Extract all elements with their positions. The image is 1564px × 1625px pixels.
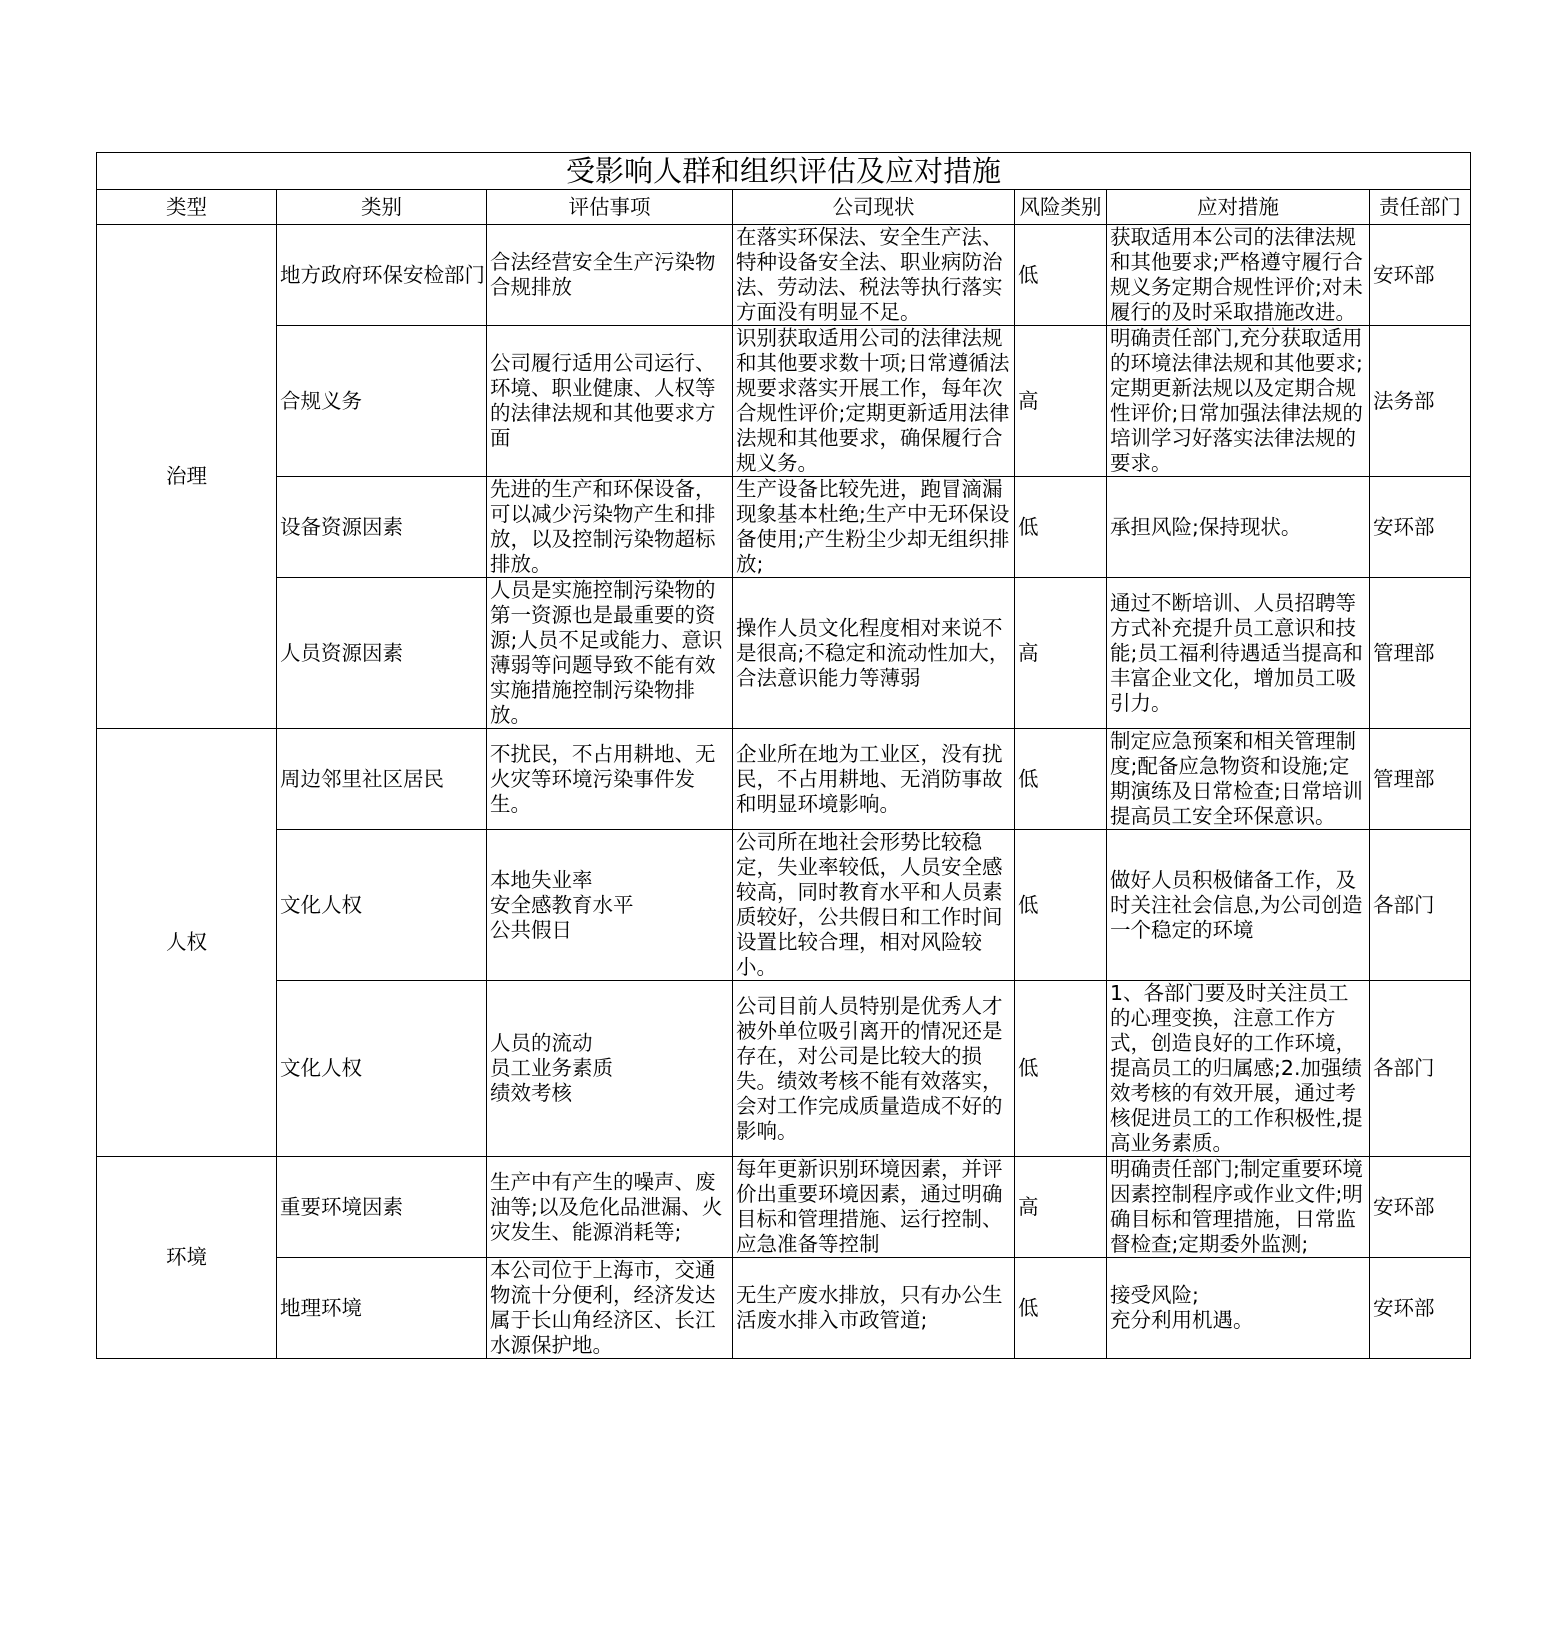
- status-cell: 公司所在地社会形势比较稳定，失业率较低，人员安全感较高，同时教育水平和人员素质较好，公共假日和工作时间设置比较合理，相对风险较小。: [733, 830, 1015, 981]
- measures-cell: 明确责任部门;制定重要环境因素控制程序或作业文件;明确目标和管理措施，日常监督检查;定期委外监测;: [1107, 1157, 1370, 1258]
- category-cell: 设备资源因素: [277, 477, 487, 578]
- table-row: [97, 477, 1471, 578]
- header-status: 公司现状: [733, 190, 1015, 225]
- type-cell: 环境: [97, 1157, 277, 1359]
- measures-cell: 做好人员积极储备工作，及时关注社会信息,为公司创造一个稳定的环境: [1107, 830, 1370, 981]
- assessment-cell: 人员是实施控制污染物的第一资源也是最重要的资源;人员不足或能力、意识薄弱等问题导致不能有效实施措施控制污染物排放。: [487, 578, 733, 729]
- table-title: 受影响人群和组织评估及应对措施: [97, 153, 1471, 190]
- category-cell: 合规义务: [277, 326, 487, 477]
- category-cell: 文化人权: [277, 981, 487, 1157]
- category-cell: 文化人权: [277, 830, 487, 981]
- header-row: [97, 190, 1471, 225]
- dept-cell: 管理部: [1370, 578, 1471, 729]
- status-cell: 企业所在地为工业区，没有扰民，不占用耕地、无消防事故和明显环境影响。: [733, 729, 1015, 830]
- header-type: 类型: [97, 190, 277, 225]
- dept-cell: 安环部: [1370, 1258, 1471, 1359]
- assessment-cell: 本公司位于上海市，交通物流十分便利，经济发达属于长山角经济区、长江水源保护地。: [487, 1258, 733, 1359]
- dept-cell: 各部门: [1370, 830, 1471, 981]
- dept-cell: 安环部: [1370, 477, 1471, 578]
- type-cell: 治理: [97, 225, 277, 729]
- assessment-table: [96, 152, 1471, 1359]
- status-cell: 生产设备比较先进，跑冒滴漏现象基本杜绝;生产中无环保设备使用;产生粉尘少却无组织排放;: [733, 477, 1015, 578]
- category-cell: 地方政府环保安检部门: [277, 225, 487, 326]
- category-cell: 重要环境因素: [277, 1157, 487, 1258]
- assessment-cell: 先进的生产和环保设备，可以减少污染物产生和排放，以及控制污染物超标排放。: [487, 477, 733, 578]
- risk-cell: 高: [1015, 326, 1107, 477]
- status-cell: 在落实环保法、安全生产法、特种设备安全法、职业病防治法、劳动法、税法等执行落实方面没有明显不足。: [733, 225, 1015, 326]
- assessment-cell: 公司履行适用公司运行、环境、职业健康、人权等的法律法规和其他要求方面: [487, 326, 733, 477]
- measures-cell: 1、各部门要及时关注员工的心理变换，注意工作方式，创造良好的工作环境，提高员工的归属感;2.加强绩效考核的有效开展，通过考核促进员工的工作积极性,提高业务素质。: [1107, 981, 1370, 1157]
- dept-cell: 法务部: [1370, 326, 1471, 477]
- risk-cell: 高: [1015, 1157, 1107, 1258]
- assessment-cell: 本地失业率 安全感教育水平 公共假日: [487, 830, 733, 981]
- header-measures: 应对措施: [1107, 190, 1370, 225]
- status-cell: 无生产废水排放，只有办公生活废水排入市政管道;: [733, 1258, 1015, 1359]
- risk-cell: 低: [1015, 729, 1107, 830]
- measures-cell: 通过不断培训、人员招聘等方式补充提升员工意识和技能;员工福利待遇适当提高和丰富企业文化，增加员工吸引力。: [1107, 578, 1370, 729]
- measures-cell: 获取适用本公司的法律法规和其他要求;严格遵守履行合规义务定期合规性评价;对未履行的及时采取措施改进。: [1107, 225, 1370, 326]
- risk-cell: 高: [1015, 578, 1107, 729]
- category-cell: 地理环境: [277, 1258, 487, 1359]
- table-row: [97, 830, 1471, 981]
- header-category: 类别: [277, 190, 487, 225]
- measures-cell: 承担风险;保持现状。: [1107, 477, 1370, 578]
- risk-cell: 低: [1015, 981, 1107, 1157]
- header-assessment: 评估事项: [487, 190, 733, 225]
- table-row: [97, 1157, 1471, 1258]
- risk-cell: 低: [1015, 1258, 1107, 1359]
- header-risk: 风险类别: [1015, 190, 1107, 225]
- assessment-cell: 人员的流动 员工业务素质 绩效考核: [487, 981, 733, 1157]
- status-cell: 识别获取适用公司的法律法规和其他要求数十项;日常遵循法规要求落实开展工作，每年次合规性评价;定期更新适用法律法规和其他要求，确保履行合规义务。: [733, 326, 1015, 477]
- table-row: [97, 981, 1471, 1157]
- dept-cell: 安环部: [1370, 225, 1471, 326]
- measures-cell: 明确责任部门,充分获取适用的环境法律法规和其他要求;定期更新法规以及定期合规性评价;日常加强法律法规的培训学习好落实法律法规的要求。: [1107, 326, 1370, 477]
- table-row: [97, 225, 1471, 326]
- assessment-cell: 生产中有产生的噪声、废油等;以及危化品泄漏、火灾发生、能源消耗等;: [487, 1157, 733, 1258]
- dept-cell: 各部门: [1370, 981, 1471, 1157]
- status-cell: 每年更新识别环境因素，并评价出重要环境因素，通过明确目标和管理措施、运行控制、应急准备等控制: [733, 1157, 1015, 1258]
- measures-cell: 制定应急预案和相关管理制度;配备应急物资和设施;定期演练及日常检查;日常培训提高员工安全环保意识。: [1107, 729, 1370, 830]
- assessment-cell: 合法经营安全生产污染物合规排放: [487, 225, 733, 326]
- assessment-cell: 不扰民，不占用耕地、无火灾等环境污染事件发生。: [487, 729, 733, 830]
- header-dept: 责任部门: [1370, 190, 1471, 225]
- category-cell: 周边邻里社区居民: [277, 729, 487, 830]
- measures-cell: 接受风险; 充分利用机遇。: [1107, 1258, 1370, 1359]
- dept-cell: 管理部: [1370, 729, 1471, 830]
- category-cell: 人员资源因素: [277, 578, 487, 729]
- risk-cell: 低: [1015, 225, 1107, 326]
- table-row: [97, 729, 1471, 830]
- status-cell: 公司目前人员特别是优秀人才被外单位吸引离开的情况还是存在，对公司是比较大的损失。绩效考核不能有效落实，会对工作完成质量造成不好的影响。: [733, 981, 1015, 1157]
- risk-cell: 低: [1015, 477, 1107, 578]
- table-row: [97, 578, 1471, 729]
- table-row: [97, 326, 1471, 477]
- table-body: [97, 225, 1471, 1359]
- table-row: [97, 1258, 1471, 1359]
- status-cell: 操作人员文化程度相对来说不是很高;不稳定和流动性加大，合法意识能力等薄弱: [733, 578, 1015, 729]
- type-cell: 人权: [97, 729, 277, 1157]
- dept-cell: 安环部: [1370, 1157, 1471, 1258]
- risk-cell: 低: [1015, 830, 1107, 981]
